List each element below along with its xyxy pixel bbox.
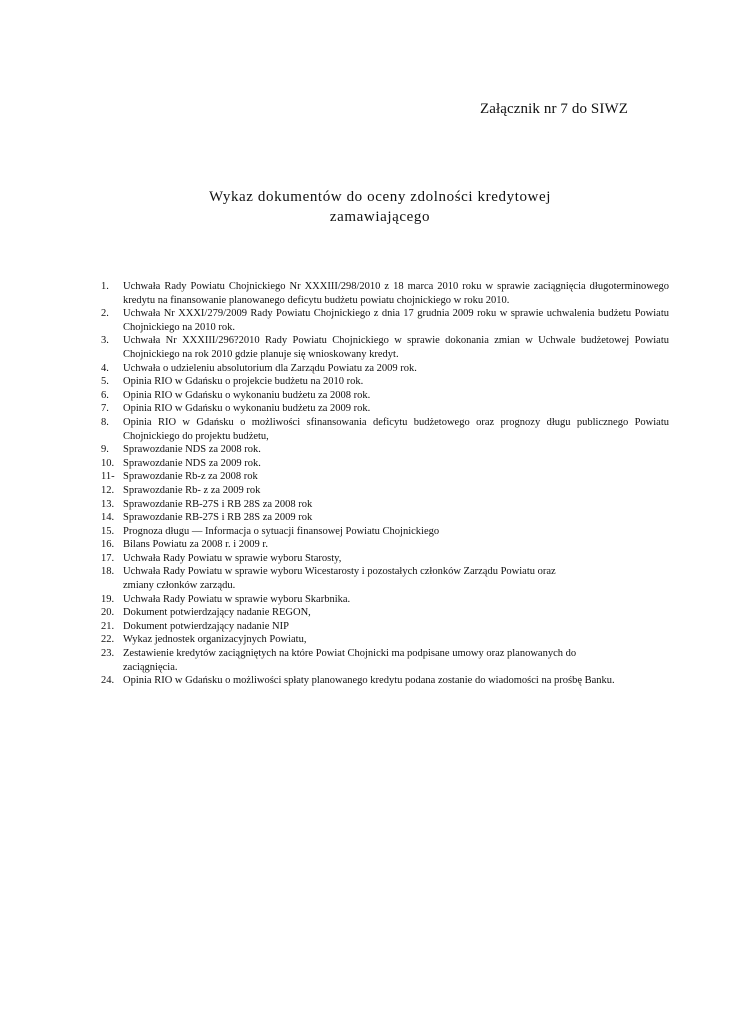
list-item-text: Uchwała Nr XXXI/279/2009 Rady Powiatu Chojnickiego z dnia 17 grudnia 2009 roku w sprawie uchwalenia budżetu Powiatu Chojnickiego na 2010 rok. [123, 308, 669, 333]
list-item-14 [101, 511, 669, 525]
list-item-text: Sprawozdanie NDS za 2008 rok. [123, 444, 261, 456]
list-item-number: 21. [101, 620, 115, 632]
list-item-number: 18. [101, 566, 115, 578]
list-item-8 [101, 416, 669, 443]
list-item-text: Dokument potwierdzający nadanie NIP [123, 620, 289, 632]
list-item-number: 12. [101, 484, 115, 496]
list-item-19 [101, 593, 669, 607]
list-item-6 [101, 389, 669, 403]
list-item-text: Zestawienie kredytów zaciągniętych na które Powiat Chojnicki ma podpisane umowy oraz planowanych do zaciągnięcia. [123, 648, 577, 673]
list-item-number: 4. [101, 362, 109, 374]
list-item-2 [101, 307, 669, 334]
list-item-text: Opinia RIO w Gdańsku o możliwości spłaty planowanego kredytu podana zostanie do wiadomości na prośbę Banku. [123, 675, 615, 687]
list-item-text: Uchwała Rady Powiatu Chojnickiego Nr XXXIII/298/2010 z 18 marca 2010 roku w sprawie zaciągnięcia długoterminowego kredytu na finansowanie planowanego deficytu budżetu powiatu chojnickiego w roku 2010. [123, 281, 669, 306]
list-item-text: Uchwała Rady Powiatu w sprawie wyboru Skarbnika. [123, 593, 351, 605]
list-item-text: Dokument potwierdzający nadanie REGON, [123, 607, 311, 619]
list-item-1 [101, 280, 669, 307]
list-item-7 [101, 402, 669, 416]
document-title [100, 187, 660, 227]
list-item-number: 3. [101, 335, 109, 347]
list-item-22 [101, 633, 669, 647]
document-title-line-2: zamawiającego [329, 209, 431, 225]
list-item-number: 24. [101, 675, 115, 687]
list-item-number: 20. [101, 607, 115, 619]
document-title-line-1: Wykaz dokumentów do oceny zdolności kredytowej [208, 189, 552, 205]
list-item-number: 23. [101, 648, 115, 660]
list-item-11 [101, 470, 669, 484]
list-item-text: Sprawozdanie NDS za 2009 rok. [123, 457, 261, 469]
list-item-text: Bilans Powiatu za 2008 r. i 2009 r. [123, 539, 268, 551]
list-item-number: 10. [101, 457, 115, 469]
list-item-number: 7. [101, 403, 109, 415]
list-item-23 [101, 647, 669, 674]
list-item-number: 1. [101, 281, 109, 292]
list-item-4 [101, 362, 669, 376]
list-item-text: Sprawozdanie Rb- z za 2009 rok [123, 484, 261, 496]
list-item-text: Sprawozdanie RB-27S i RB 28S za 2008 rok [123, 498, 313, 510]
list-item-number: 11- [101, 471, 115, 483]
list-item-text: Sprawozdanie Rb-z za 2008 rok [123, 471, 258, 483]
documents-list [101, 280, 669, 688]
list-item-text: Uchwała Rady Powiatu w sprawie wyboru Wicestarosty i pozostałych członków Zarządu Powiatu oraz zmiany członków zarządu. [123, 566, 556, 592]
list-item-number: 15. [101, 525, 115, 537]
list-item-text: Opinia RIO w Gdańsku o możliwości sfinansowania deficytu budżetowego oraz prognozy długu publicznego Powiatu Chojnickiego do projektu budżetu, [123, 416, 669, 442]
list-item-number: 22. [101, 634, 115, 646]
list-item-text: Sprawozdanie RB-27S i RB 28S za 2009 rok [123, 512, 313, 524]
list-item-number: 13. [101, 498, 115, 510]
list-item-21 [101, 620, 669, 634]
list-item-number: 9. [101, 444, 109, 456]
list-item-text: Opinia RIO w Gdańsku o wykonaniu budżetu za 2008 rok. [123, 389, 371, 401]
list-item-12 [101, 484, 669, 498]
list-item-number: 14. [101, 512, 115, 524]
list-item-15 [101, 525, 669, 539]
list-item-9 [101, 443, 669, 457]
list-item-text: Uchwała o udzieleniu absolutorium dla Zarządu Powiatu za 2009 rok. [123, 362, 417, 374]
list-item-13 [101, 498, 669, 512]
list-item-number: 2. [101, 308, 109, 320]
list-item-number: 6. [101, 389, 109, 401]
list-item-24 [101, 674, 669, 688]
annex-label: Załącznik nr 7 do SIWZ [480, 101, 628, 117]
list-item-16 [101, 538, 669, 552]
list-item-number: 17. [101, 552, 115, 564]
list-item-number: 16. [101, 539, 115, 551]
list-item-text: Uchwała Nr XXXIII/296?2010 Rady Powiatu Chojnickiego w sprawie dokonania zmian w Uchwale budżetowej Powiatu Chojnickiego na rok 2010 gdzie planuje się wnioskowany kredyt. [123, 335, 669, 360]
list-item-5 [101, 375, 669, 389]
list-item-10 [101, 457, 669, 471]
list-item-20 [101, 606, 669, 620]
list-item-number: 8. [101, 416, 109, 428]
list-item-number: 19. [101, 593, 115, 605]
list-item-text: Opinia RIO w Gdańsku o wykonaniu budżetu za 2009 rok. [123, 403, 371, 415]
list-item-text: Opinia RIO w Gdańsku o projekcie budżetu na 2010 rok. [123, 376, 364, 388]
list-item-18 [101, 565, 669, 592]
list-item-text: Wykaz jednostek organizacyjnych Powiatu, [123, 634, 307, 646]
list-item-3 [101, 334, 669, 361]
list-item-text: Uchwała Rady Powiatu w sprawie wyboru Starosty, [123, 552, 342, 564]
list-item-17 [101, 552, 669, 566]
list-item-number: 5. [101, 376, 109, 388]
list-item-text: Prognoza długu — Informacja o sytuacji finansowej Powiatu Chojnickiego [123, 525, 440, 537]
